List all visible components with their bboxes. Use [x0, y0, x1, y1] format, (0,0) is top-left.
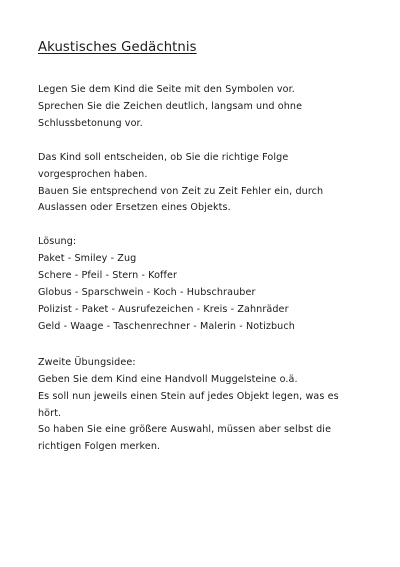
text-line: So haben Sie eine größere Auswahl, müssen aber selbst die — [38, 424, 332, 436]
text-line: Schlussbetonung vor. — [38, 117, 143, 129]
exercise-heading: Zweite Übungsidee: — [38, 356, 136, 368]
solution-heading: Lösung: — [38, 236, 77, 248]
paragraph-solution — [38, 234, 378, 335]
text-line: Sprechen Sie die Zeichen deutlich, langsam und ohne — [38, 100, 303, 112]
text-line: richtigen Folgen merken. — [38, 441, 161, 453]
paragraph-second-exercise — [38, 355, 378, 456]
solution-item: Polizist - Paket - Ausrufezeichen - Kreis - Zahnräder — [38, 303, 289, 315]
solution-item: Schere - Pfeil - Stern - Koffer — [38, 270, 178, 282]
document-body — [38, 82, 378, 473]
text-line: hört. — [38, 407, 62, 419]
text-line: Es soll nun jeweils einen Stein auf jedes Objekt legen, was es — [38, 390, 339, 402]
text-line: Das Kind soll entscheiden, ob Sie die richtige Folge — [38, 151, 289, 163]
solution-item: Globus - Sparschwein - Koch - Hubschrauber — [38, 287, 256, 299]
solution-item: Geld - Waage - Taschenrechner - Malerin - Notizbuch — [38, 320, 295, 332]
paragraph-instructions — [38, 82, 378, 133]
text-line: Legen Sie dem Kind die Seite mit den Symbolen vor. — [38, 84, 295, 95]
text-line: Bauen Sie entsprechend von Zeit zu Zeit Fehler ein, durch — [38, 185, 324, 197]
document-title: Akustisches Gedächtnis — [38, 40, 197, 55]
paragraph-decision — [38, 150, 378, 218]
text-line: Geben Sie dem Kind eine Handvoll Muggelsteine o.ä. — [38, 373, 298, 385]
text-line: vorgesprochen haben. — [38, 168, 148, 180]
text-line: Auslassen oder Ersetzen eines Objekts. — [38, 202, 231, 214]
solution-item: Paket - Smiley - Zug — [38, 253, 137, 265]
